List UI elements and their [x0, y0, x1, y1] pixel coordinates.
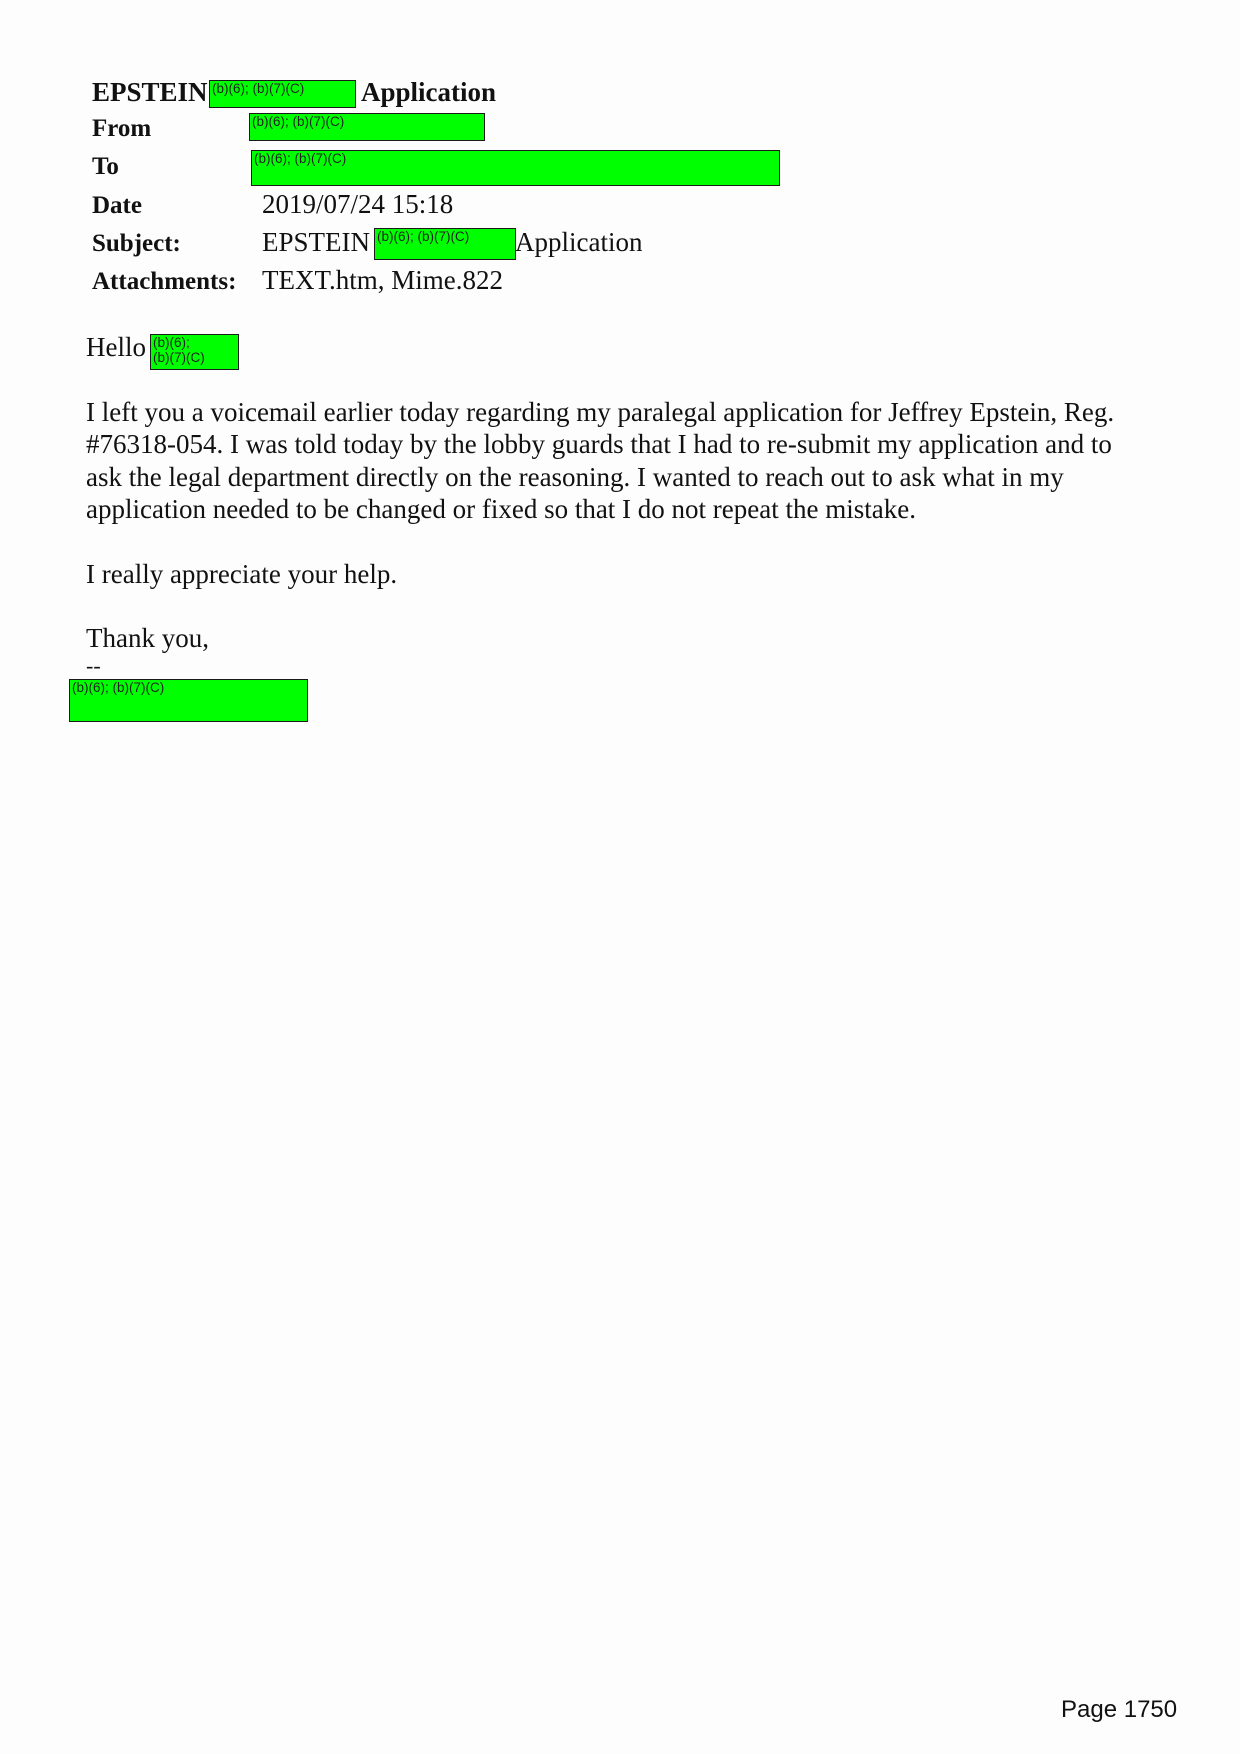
subject-prefix: EPSTEIN	[262, 227, 370, 257]
redaction-box-to	[251, 150, 780, 186]
date-value: 2019/07/24 15:18	[262, 189, 454, 219]
signature-separator: --	[86, 653, 101, 678]
attachments-label: Attachments:	[92, 268, 237, 295]
paragraph-line-1: I left you a voicemail earlier today regarding my paralegal application for Jeffrey Epstein, Reg.	[86, 397, 1115, 427]
paragraph-line-3: ask the legal department directly on the reasoning. I wanted to reach out to ask what in my	[86, 462, 1064, 492]
greeting-text: Hello	[86, 332, 146, 362]
redaction-code: (b)(6); (b)(7)(C)	[254, 151, 347, 166]
paragraph-line-4: application needed to be changed or fixed so that I do not repeat the mistake.	[86, 494, 916, 524]
to-label: To	[92, 153, 119, 180]
email-title-prefix: EPSTEIN	[92, 77, 208, 107]
redaction-box-subject	[374, 228, 516, 260]
redaction-box-greeting	[150, 334, 239, 370]
attachments-value: TEXT.htm, Mime.822	[262, 265, 503, 295]
date-label: Date	[92, 192, 142, 219]
redaction-box-from	[249, 113, 485, 141]
redaction-code: (b)(6); (b)(7)(C)	[377, 229, 470, 244]
closing-text: Thank you,	[86, 623, 209, 653]
redaction-box-signature	[69, 679, 308, 722]
subject-suffix: Application	[515, 227, 643, 257]
redaction-code: (b)(6); (b)(7)(C)	[153, 335, 205, 365]
from-label: From	[92, 115, 152, 142]
appreciation-text: I really appreciate your help.	[86, 559, 398, 589]
paragraph-line-2: #76318-054. I was told today by the lobby guards that I had to re-submit my application and to	[86, 429, 1112, 459]
redaction-box-title	[209, 80, 356, 108]
page-number: Page 1750	[1061, 1696, 1178, 1723]
subject-label: Subject:	[92, 230, 181, 257]
redaction-code: (b)(6); (b)(7)(C)	[212, 81, 305, 96]
redaction-code: (b)(6); (b)(7)(C)	[252, 114, 345, 129]
redaction-code: (b)(6); (b)(7)(C)	[72, 680, 165, 695]
email-title-suffix: Application	[361, 77, 497, 107]
